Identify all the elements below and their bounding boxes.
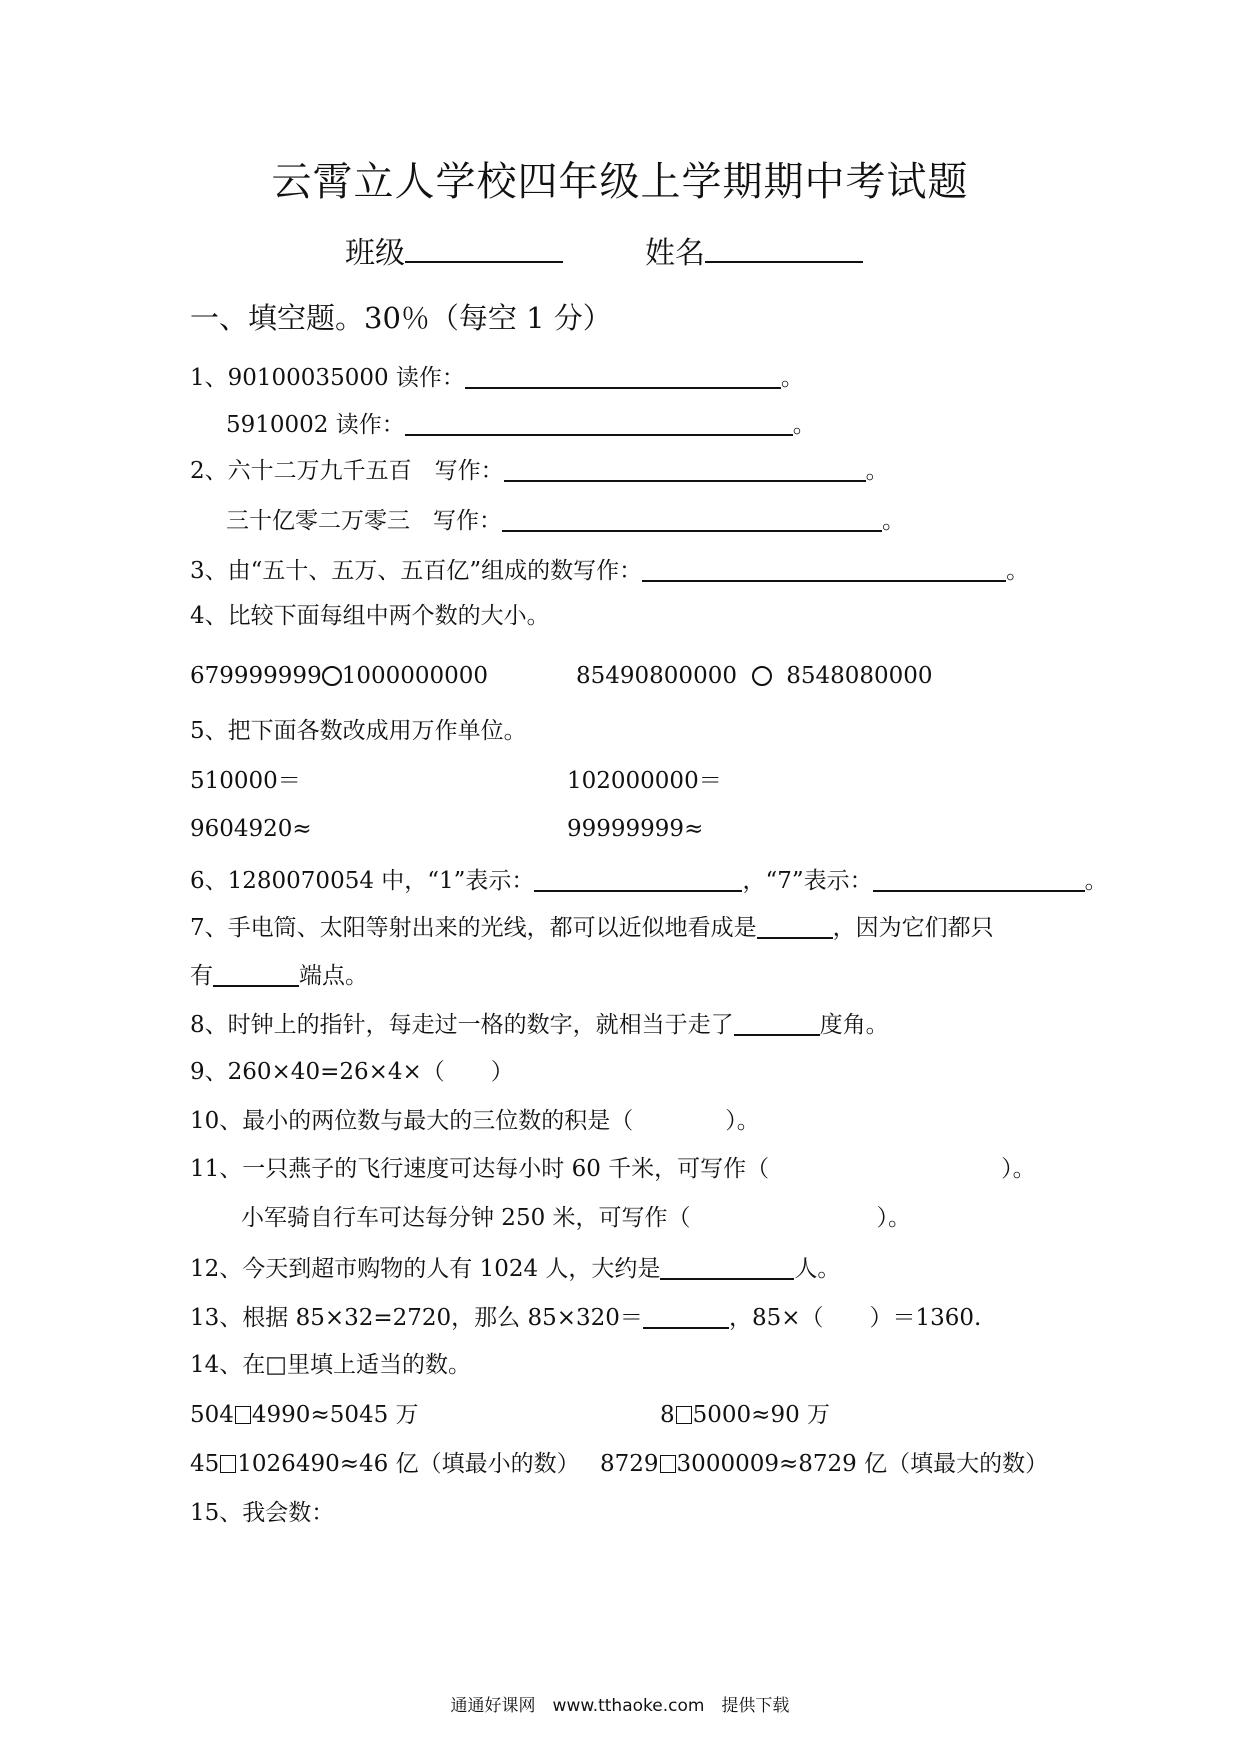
- compare-circle[interactable]: [752, 666, 772, 686]
- question-12: 12、今天到超市购物的人有 1024 人，大约是 人。: [190, 1256, 841, 1282]
- fill-box-item-3: 45 1026490≈46 亿（填最小的数）: [190, 1451, 580, 1477]
- convert-item-4: 99999999≈: [567, 816, 704, 842]
- question-7b: 有 端点。: [190, 963, 368, 989]
- question-10: 10、最小的两位数与最大的三位数的积是（ ）。: [190, 1108, 760, 1134]
- fill-box[interactable]: [235, 1406, 251, 1424]
- question-15: 15、我会数：: [190, 1500, 335, 1526]
- page-title: 云霄立人学校四年级上学期期中考试题: [271, 159, 969, 205]
- question-11b: 小军骑自行车可达每分钟 250 米，可写作（ ）。: [241, 1205, 912, 1231]
- class-blank[interactable]: [405, 231, 563, 263]
- question-4: 4、比较下面每组中两个数的大小。: [190, 603, 550, 629]
- answer-blank[interactable]: [534, 868, 742, 892]
- question-3: 3、由“五十、五万、五百亿”组成的数写作： 。: [190, 558, 1030, 584]
- question-1a: 1、90100035000 读作： 。: [190, 365, 804, 391]
- convert-item-3: 9604920≈: [190, 816, 312, 842]
- fill-box-item-2: 8 5000≈90 万: [660, 1402, 831, 1428]
- convert-item-2: 102000000＝: [567, 768, 722, 794]
- compare-pair-1: 679999999 1000000000: [190, 663, 489, 689]
- answer-blank[interactable]: [213, 963, 299, 987]
- question-11a: 11、一只燕子的飞行速度可达每小时 60 千米，可写作（ ）。: [190, 1156, 1036, 1182]
- answer-blank[interactable]: [405, 412, 793, 436]
- question-5: 5、把下面各数改成用万作单位。: [190, 718, 527, 744]
- answer-blank[interactable]: [757, 915, 833, 939]
- footer-credit: 通通好课网 www.tthaoke.com 提供下载: [450, 1696, 790, 1716]
- question-13: 13、根据 85×32=2720，那么 85×320＝ ，85×（ ）＝1360.: [190, 1305, 982, 1331]
- compare-circle[interactable]: [322, 666, 342, 686]
- question-8: 8、时钟上的指针，每走过一格的数字，就相当于走了 度角。: [190, 1012, 889, 1038]
- section-heading: 一、填空题。30％（每空 1 分）: [190, 301, 612, 335]
- answer-blank[interactable]: [465, 365, 781, 389]
- question-14: 14、在□里填上适当的数。: [190, 1352, 471, 1378]
- question-9: 9、260×40=26×4×（ ）: [190, 1059, 514, 1085]
- fill-box-item-4: 8729 3000009≈8729 亿（填最大的数）: [600, 1451, 1049, 1477]
- name-blank[interactable]: [705, 231, 863, 263]
- answer-blank[interactable]: [734, 1012, 820, 1036]
- name-label: 姓名: [645, 236, 705, 271]
- question-2a: 2、六十二万九千五百 写作： 。: [190, 458, 889, 484]
- convert-item-1: 510000＝: [190, 768, 301, 794]
- fill-box[interactable]: [660, 1455, 676, 1473]
- class-label: 班级: [345, 236, 405, 271]
- answer-blank[interactable]: [642, 558, 1006, 582]
- compare-pair-2: 85490800000 8548080000: [576, 663, 933, 689]
- fill-box-item-1: 504 4990≈5045 万: [190, 1402, 419, 1428]
- answer-blank[interactable]: [502, 508, 882, 532]
- question-6: 6、1280070054 中，“1”表示： ，“7”表示： 。: [190, 868, 1108, 894]
- question-1b: 5910002 读作： 。: [226, 412, 816, 438]
- name-field: [645, 228, 863, 272]
- fill-box[interactable]: [676, 1406, 692, 1424]
- question-7a: 7、手电筒、太阳等射出来的光线，都可以近似地看成是 ，因为它们都只: [190, 915, 994, 941]
- answer-blank[interactable]: [873, 868, 1085, 892]
- question-2b: 三十亿零二万零三 写作： 。: [226, 508, 905, 534]
- class-field: [345, 228, 563, 272]
- answer-blank[interactable]: [643, 1305, 729, 1329]
- answer-blank[interactable]: [660, 1256, 794, 1280]
- answer-blank[interactable]: [504, 458, 866, 482]
- fill-box[interactable]: [220, 1455, 236, 1473]
